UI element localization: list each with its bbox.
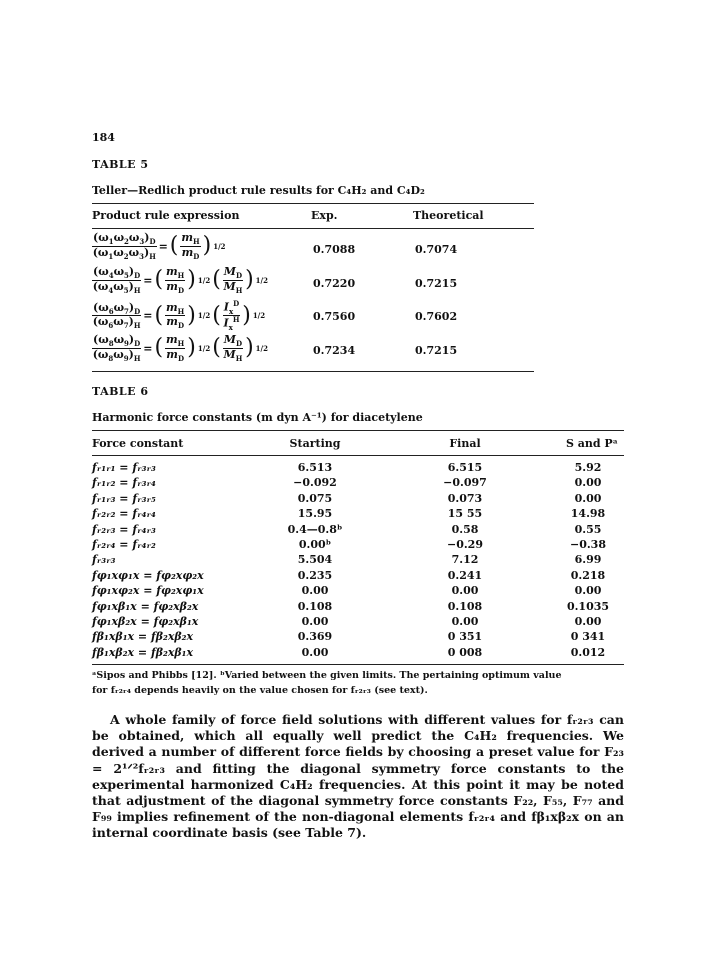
table5-bottom-rule — [92, 371, 534, 372]
table6-header-rule — [92, 455, 624, 456]
table6-row-9-final: 0.00 — [451, 584, 479, 598]
table6-footnote-2: for fᵣ₂ᵣ₄ depends heavily on the value chosen for fᵣ₂ᵣ₃ (see text). — [92, 685, 428, 696]
table6-row-12-s-and-p: 0 341 — [570, 630, 606, 644]
table5-header-rule — [92, 228, 534, 229]
table6-row-8-s-and-p: 0.218 — [570, 568, 606, 582]
table6-row-1-force-constant: fᵣ₁ᵣ₁ = fᵣ₃ᵣ₃ — [92, 461, 156, 474]
table6-header-force-constant: Force constant — [92, 437, 184, 450]
table6-footnote-1: ᵃSipos and Phibbs [12]. ᵇVaried between the given limits. The pertaining optimum value — [92, 670, 562, 681]
table6-row-6-starting: 0.00ᵇ — [298, 538, 332, 551]
table6-row-9-force-constant: fφ₁xφ₂x = fφ₂xφ₁x — [92, 584, 204, 598]
table6-label: TABLE 6 — [92, 385, 149, 398]
table5-row-4-expression: $\frac{(\omega_8\omega_9)_D}{(\omega_8\omega_9)_H}$ = ( $\frac{m_H}{m_D}$ ) 1/2 ( $\frac{M_D}{M_H}$ ) 1/2 — [92, 333, 268, 363]
table5-header-theoretical: Theoretical — [413, 209, 484, 222]
table6-row-10-final: 0.108 — [447, 599, 483, 613]
table6-row-13-starting: 0.00 — [301, 645, 329, 659]
table6-header-final: Final — [449, 437, 481, 450]
table5-top-rule — [92, 203, 534, 204]
table6-row-10-s-and-p: 0.1035 — [566, 599, 610, 613]
table6-row-13-final: 0 008 — [447, 645, 483, 659]
table6-row-6-final: −0.29 — [446, 538, 483, 551]
table6-row-2-force-constant: fᵣ₁ᵣ₂ = fᵣ₃ᵣ₄ — [92, 476, 156, 490]
table6-row-1-starting: 6.513 — [297, 461, 333, 474]
table5-row-2-theo: 0.7215 — [415, 277, 458, 290]
table6-row-4-starting: 15.95 — [297, 507, 333, 521]
table6-row-6-s-and-p: −0.38 — [569, 538, 606, 551]
table6-row-12-starting: 0.369 — [297, 630, 333, 644]
table6-row-8-starting: 0.235 — [297, 568, 333, 582]
table6-row-3-force-constant: fᵣ₁ᵣ₃ = fᵣ₃ᵣ₅ — [92, 491, 156, 505]
table6-row-3-final: 0.073 — [447, 491, 483, 505]
table6-header-starting: Starting — [289, 437, 341, 450]
table6-row-5-force-constant: fᵣ₂ᵣ₃ = fᵣ₄ᵣ₃ — [92, 522, 156, 536]
table6-row-3-starting: 0.075 — [297, 491, 333, 505]
table6-row-3-s-and-p: 0.00 — [574, 491, 602, 505]
table5-row-1-theo: 0.7074 — [415, 243, 458, 256]
table6-row-4-s-and-p: 14.98 — [570, 507, 606, 521]
table6-row-12-force-constant: fβ₁xβ₁x = fβ₂xβ₂x — [92, 630, 194, 644]
table6-row-13-s-and-p: 0.012 — [570, 645, 606, 659]
table5-label: TABLE 5 — [92, 158, 149, 171]
table5-caption: Teller—Redlich product rule results for C₄H₂ and C₄D₂ — [92, 184, 425, 197]
table6-row-1-s-and-p: 5.92 — [574, 461, 602, 474]
table6-row-2-final: −0.097 — [443, 476, 487, 490]
table5-row-1-exp: 0.7088 — [313, 243, 356, 256]
table6-row-8-force-constant: fφ₁xφ₁x = fφ₂xφ₂x — [92, 568, 204, 582]
table6-row-12-final: 0 351 — [447, 630, 483, 644]
table6-row-4-force-constant: fᵣ₂ᵣ₂ = fᵣ₄ᵣ₄ — [92, 507, 156, 521]
table6-row-7-force-constant: fᵣ₃ᵣ₃ — [92, 553, 116, 567]
table6-row-11-final: 0.00 — [451, 615, 479, 628]
page-number: 184 — [92, 131, 115, 144]
table6-row-9-s-and-p: 0.00 — [574, 584, 602, 598]
table6-row-6-force-constant: fᵣ₂ᵣ₄ = fᵣ₄ᵣ₂ — [92, 538, 156, 551]
table6-top-rule — [92, 430, 624, 431]
table6-caption: Harmonic force constants (m dyn A⁻¹) for diacetylene — [92, 411, 423, 424]
table6-row-9-starting: 0.00 — [301, 584, 329, 598]
body-paragraph: A whole family of force field solutions with different values for fᵣ₂ᵣ₃ can be obtained, which all equally well predict the C₄H₂ frequencies. We derived a number of different force fields by choosing a preset value for F₂₃ = 2¹ᐟ²fᵣ₂ᵣ₃ and fitting the diagonal symmetry force constants to the experimental harmonized C₄H₂ frequencies. At this point it may be noted that adjustment of the diagonal symmetry force constants F₂₂, F₅₅, F₇₇ and F₉₉ implies refinement of the non-diagonal elements fᵣ₂ᵣ₄ and fβ₁xβ₂x on an internal coordinate basis (see Table 7). — [92, 712, 624, 841]
table6-row-7-s-and-p: 6.99 — [574, 553, 602, 567]
table6-row-5-starting: 0.4—0.8ᵇ — [287, 522, 343, 536]
table5-row-4-theo: 0.7215 — [415, 344, 458, 357]
table6-row-7-starting: 5.504 — [297, 553, 333, 567]
table6-row-11-starting: 0.00 — [301, 615, 329, 628]
table6-row-5-s-and-p: 0.55 — [574, 522, 602, 536]
table6-bottom-rule — [92, 664, 624, 665]
table5-row-4-exp: 0.7234 — [313, 344, 356, 357]
table5-header-expression: Product rule expression — [92, 209, 240, 222]
table6-row-10-force-constant: fφ₁xβ₁x = fφ₂xβ₂x — [92, 599, 199, 613]
table6-row-4-final: 15 55 — [447, 507, 483, 521]
table5-row-3-exp: 0.7560 — [313, 310, 356, 323]
table5-row-1-expression: $\frac{(\omega_1\omega_2\omega_3)_D}{(\omega_1\omega_2\omega_3)_H}$ = ( $\frac{m_H}{m_D}$ ) 1/2 — [92, 231, 226, 261]
table5-row-3-theo: 0.7602 — [415, 310, 458, 323]
table6-header-s-and-p: S and Pᵃ — [566, 437, 618, 450]
table5-row-3-expression: $\frac{(\omega_6\omega_7)_D}{(\omega_6\omega_7)_H}$ = ( $\frac{m_H}{m_D}$ ) 1/2 ( $\frac{I_x^D}{I_x^H}$ ) 1/2 — [92, 299, 266, 333]
table6-row-8-final: 0.241 — [447, 568, 483, 582]
table5-row-2-exp: 0.7220 — [313, 277, 356, 290]
table5-row-2-expression: $\frac{(\omega_4\omega_5)_D}{(\omega_4\omega_5)_H}$ = ( $\frac{m_H}{m_D}$ ) 1/2 ( $\frac{M_D}{M_H}$ ) 1/2 — [92, 265, 268, 295]
table5-header-exp: Exp. — [311, 209, 338, 222]
table6-row-7-final: 7.12 — [451, 553, 479, 567]
table6-row-1-final: 6.515 — [447, 461, 483, 474]
table6-row-10-starting: 0.108 — [297, 599, 333, 613]
table6-row-2-s-and-p: 0.00 — [574, 476, 602, 490]
table6-row-11-force-constant: fφ₁xβ₂x = fφ₂xβ₁x — [92, 615, 199, 628]
table6-row-11-s-and-p: 0.00 — [574, 615, 602, 628]
table6-row-2-starting: −0.092 — [293, 476, 337, 490]
table6-row-5-final: 0.58 — [451, 522, 479, 536]
table6-row-13-force-constant: fβ₁xβ₂x = fβ₂xβ₁x — [92, 645, 194, 659]
